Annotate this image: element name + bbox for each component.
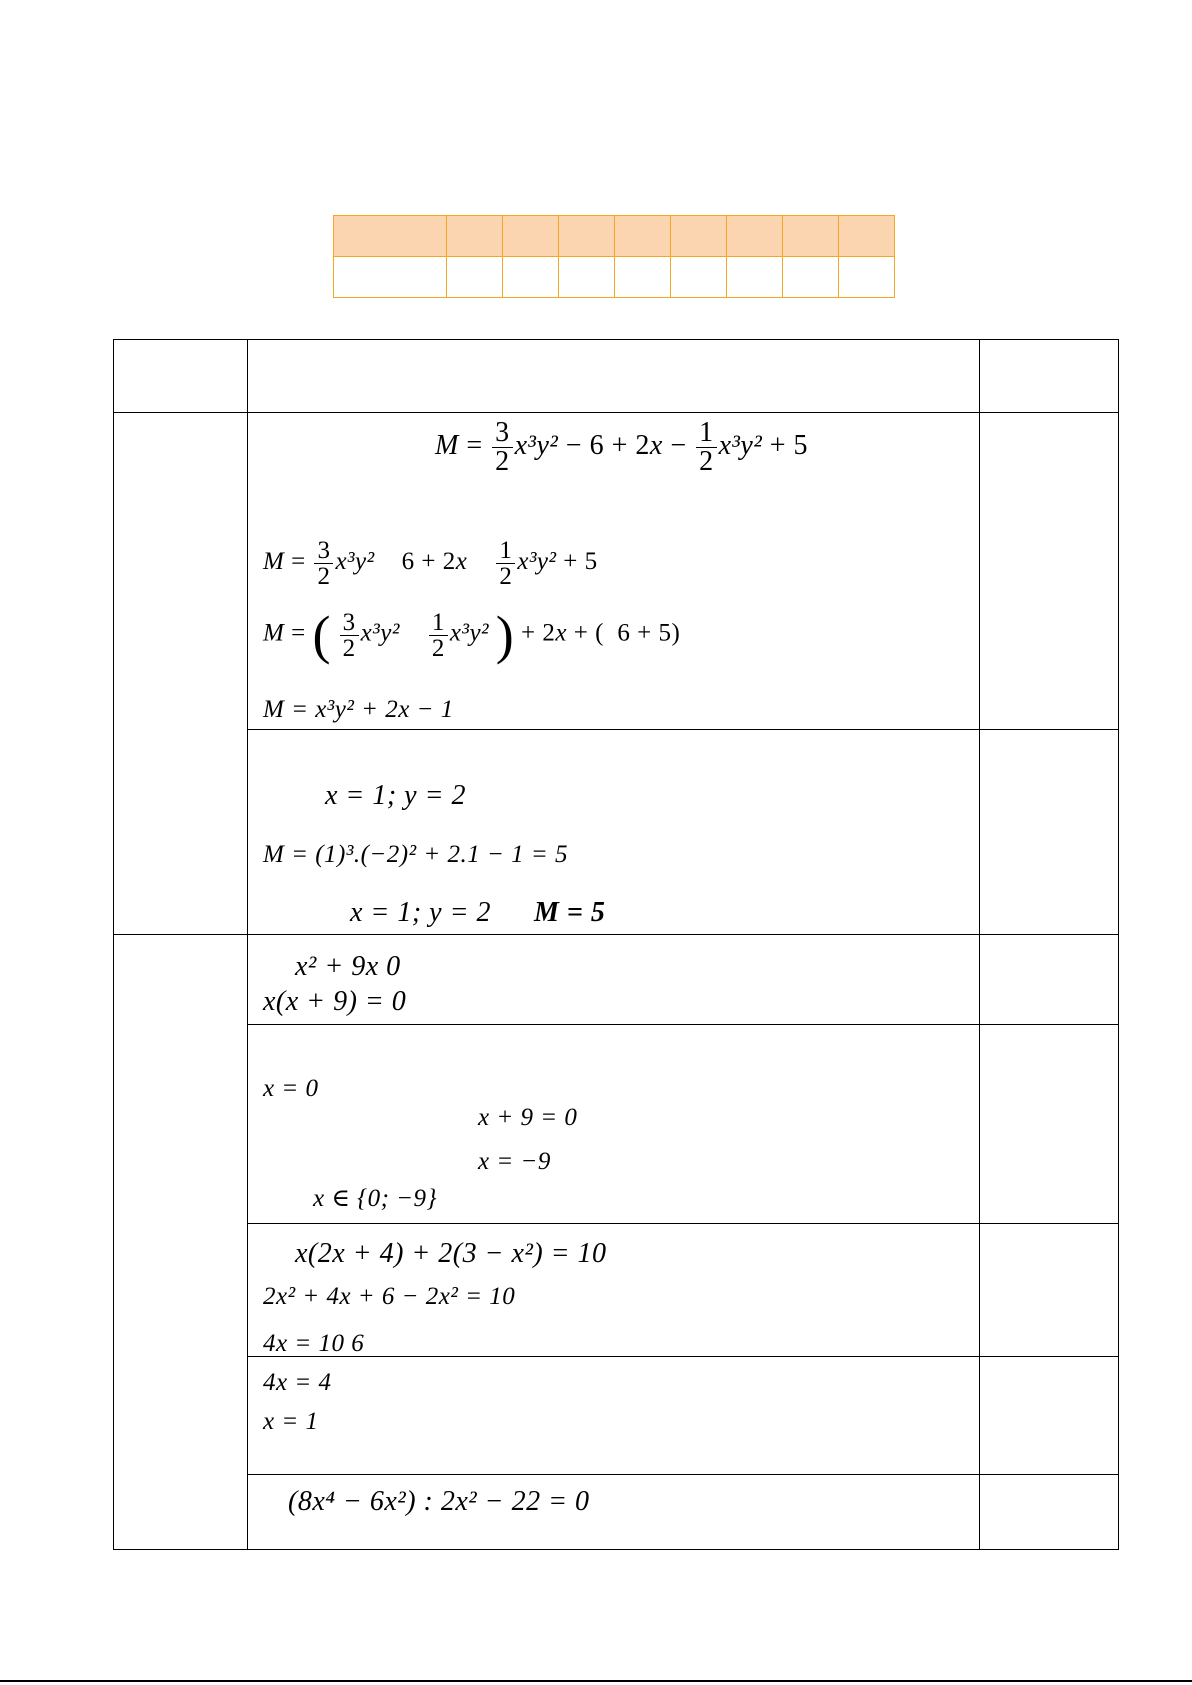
eq-a-line2: x(x + 9) = 0 [263,986,407,1017]
answer-key-cell [447,257,503,298]
answer-key-table [333,215,895,298]
step-M-line2: M = ( $\frac{3}{2}$ x³y² $\frac{1}{2}$ x³y² ) + 2x + ( 6 + 5) [263,605,681,665]
eq-b-line2: x + 9 = 0 [478,1104,578,1131]
eq-b-solution-set: x ∈ {0; −9} [313,1185,438,1212]
row-divider [247,729,1118,730]
answer-key-cell [615,257,671,298]
answer-key-cell [334,216,447,257]
expression-M-given: M = $\frac{3}{2}$ x³y² − 6 + 2x − $\frac{1}{2}$ x³y² + 5 [435,417,809,477]
answer-key-cell [727,257,783,298]
step-M-line1: M = $\frac{3}{2}$ x³y² 6 + 2x $\frac{1}{2}$ x³y² + 5 [263,537,598,590]
answer-key-cell [783,257,839,298]
eq-c-line2: 2x² + 4x + 6 − 2x² = 10 [263,1283,516,1310]
column-divider [247,340,248,1549]
eq-d-line2: x = 1 [263,1408,319,1435]
answer-key-cell [503,257,559,298]
answer-key-cell [839,216,895,257]
step-conclusion-M: M = 5 [534,897,606,928]
step-conclusion-xy: x = 1; y = 2 [350,897,491,928]
eq-e-line1: (8x⁴ − 6x²) : 2x² − 22 = 0 [288,1486,590,1517]
answer-key-cell [727,216,783,257]
row-divider [247,1356,1118,1357]
answer-key-cell [503,216,559,257]
column-divider [979,340,980,1549]
answer-key-cell [559,257,615,298]
answer-key-cell [615,216,671,257]
answer-key-header-row [334,216,895,257]
step-substitute: x = 1; y = 2 [325,780,466,811]
answer-key-value-row [334,257,895,298]
eq-a-line1: x² + 9x 0 [295,951,401,982]
eq-d-line1: 4x = 4 [263,1369,332,1396]
eq-b-line1: x = 0 [263,1075,319,1102]
row-divider [247,1223,1118,1224]
step-evaluate: M = (1)³.(−2)² + 2.1 − 1 = 5 [263,841,568,868]
row-divider [114,934,1118,935]
eq-b-line3: x = −9 [478,1148,551,1175]
answer-key-cell [559,216,615,257]
row-divider [114,412,1118,413]
answer-key-cell [447,216,503,257]
step-M-line3: M = x³y² + 2x − 1 [263,696,454,723]
answer-key-cell [839,257,895,298]
answer-key-cell [783,216,839,257]
eq-c-line1: x(2x + 4) + 2(3 − x²) = 10 [295,1238,607,1269]
page-bottom-rule [0,1680,1192,1682]
row-divider [247,1474,1118,1475]
eq-c-line3: 4x = 10 6 [263,1330,365,1357]
answer-key-cell [671,216,727,257]
answer-key-cell [671,257,727,298]
answer-key-cell [334,257,447,298]
row-divider [247,1024,1118,1025]
